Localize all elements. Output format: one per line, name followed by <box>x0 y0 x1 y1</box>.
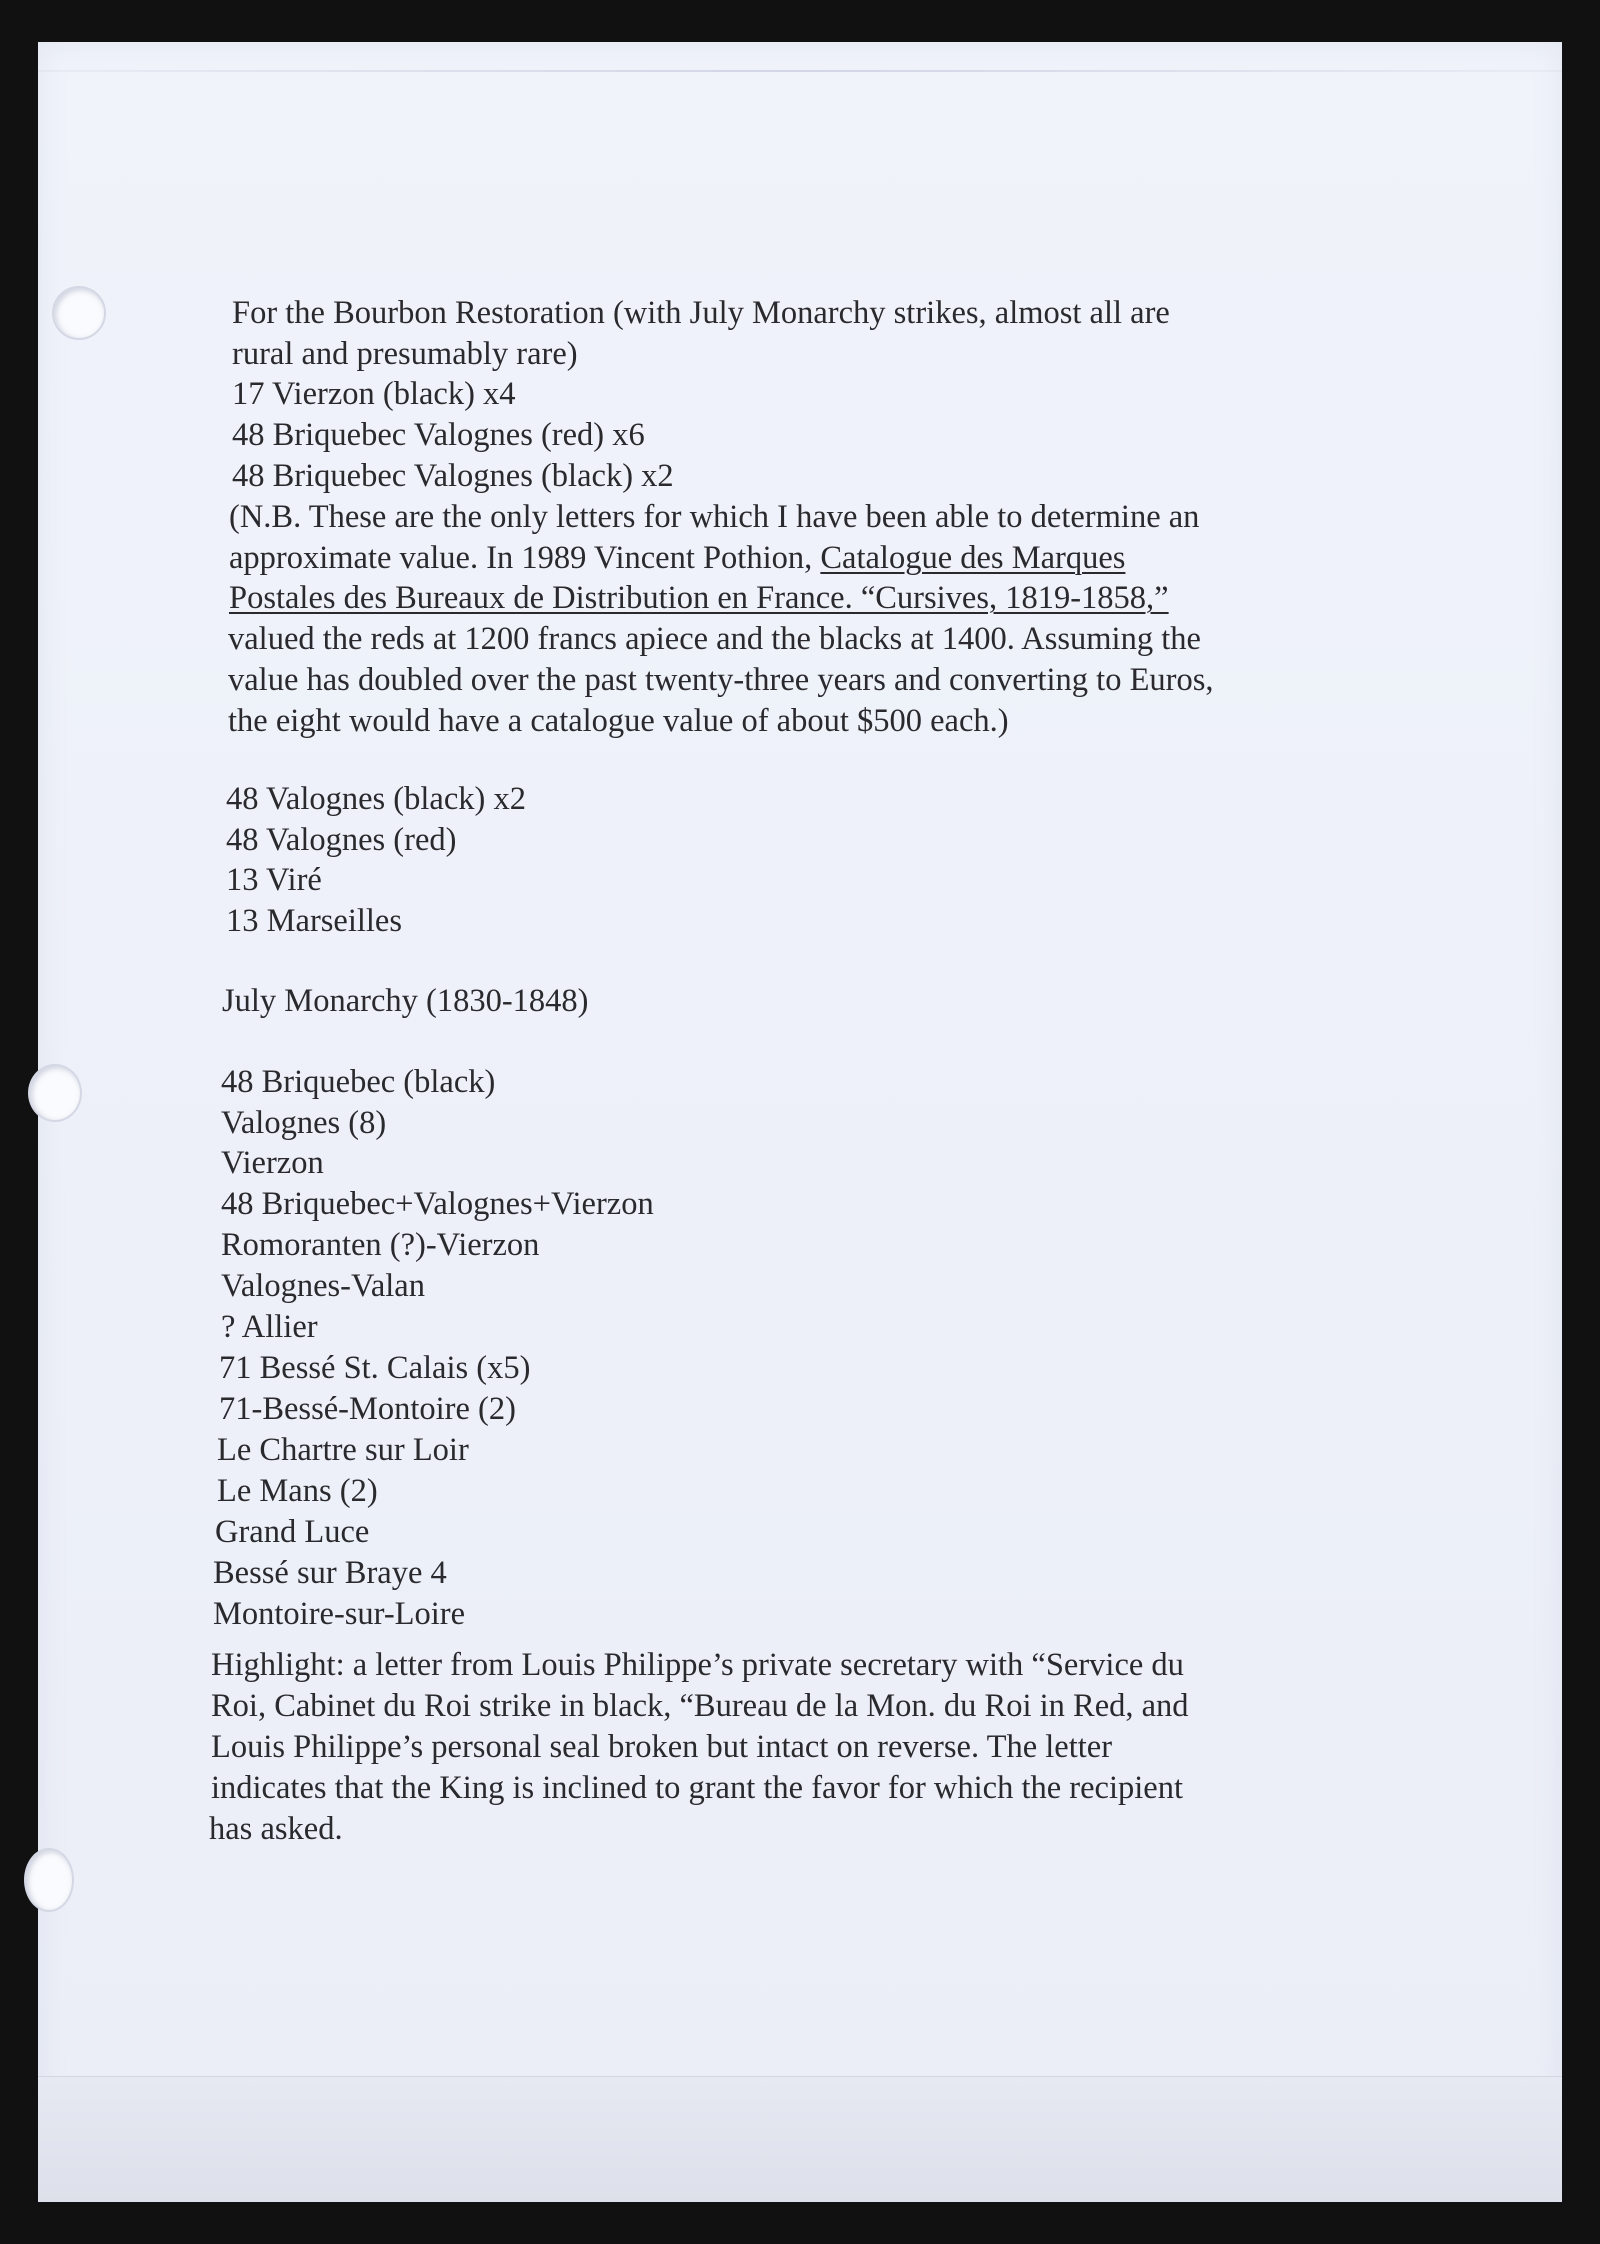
text-line: 71 Bessé St. Calais (x5) <box>219 1350 531 1386</box>
text-line: Vierzon <box>221 1145 324 1181</box>
text-line: For the Bourbon Restoration (with July Monarchy strikes, almost all are <box>232 295 1170 331</box>
text-line: 48 Valognes (black) x2 <box>226 781 526 817</box>
text-line: Romoranten (?)-Vierzon <box>221 1227 540 1263</box>
text-line: Louis Philippe’s personal seal broken but intact on reverse. The letter <box>211 1729 1113 1765</box>
text-line <box>229 538 1125 579</box>
text-line: 48 Briquebec Valognes (black) x2 <box>232 458 674 494</box>
text-line: Le Chartre sur Loir <box>217 1432 469 1468</box>
text-line: 17 Vierzon (black) x4 <box>232 376 516 412</box>
text-line: 48 Briquebec+Valognes+Vierzon <box>221 1186 654 1222</box>
text-line: has asked. <box>209 1811 343 1847</box>
text-line: 13 Marseilles <box>226 903 403 939</box>
text-line: indicates that the King is inclined to grant the favor for which the recipient <box>211 1770 1183 1806</box>
text-line: Roi, Cabinet du Roi strike in black, “Bureau de la Mon. du Roi in Red, and <box>211 1688 1189 1724</box>
text-line: 71-Bessé-Montoire (2) <box>219 1391 516 1427</box>
text-span: approximate value. In 1989 Vincent Pothion, <box>229 540 821 576</box>
text-line: 13 Viré <box>226 862 322 898</box>
catalogue-title-continued: Postales des Bureaux de Distribution en France. “Cursives, 1819-1858,” <box>229 580 1169 616</box>
catalogue-title: Catalogue des Marques <box>820 540 1126 576</box>
text-line: ? Allier <box>221 1309 318 1345</box>
text-line: Le Mans (2) <box>217 1473 378 1509</box>
text-line: 48 Valognes (red) <box>226 822 457 858</box>
text-line: 48 Briquebec (black) <box>221 1064 496 1100</box>
text-line: valued the reds at 1200 francs apiece and the blacks at 1400. Assuming the <box>228 621 1201 657</box>
text-line: 48 Briquebec Valognes (red) x6 <box>232 417 645 453</box>
text-line: Highlight: a letter from Louis Philippe’s private secretary with “Service du <box>211 1647 1184 1683</box>
text-line: (N.B. These are the only letters for which I have been able to determine an <box>229 499 1200 535</box>
text-line: Grand Luce <box>215 1514 370 1550</box>
text-line: Montoire-sur-Loire <box>213 1596 466 1632</box>
text-line: Valognes-Valan <box>221 1268 425 1304</box>
text-line: rural and presumably rare) <box>232 336 578 372</box>
text-line: Valognes (8) <box>221 1105 387 1141</box>
text-line: value has doubled over the past twenty-three years and converting to Euros, <box>228 662 1214 698</box>
section-heading: July Monarchy (1830-1848) <box>222 983 589 1019</box>
text-line: Bessé sur Braye 4 <box>213 1555 447 1591</box>
text-line: the eight would have a catalogue value of about $500 each.) <box>228 703 1009 739</box>
